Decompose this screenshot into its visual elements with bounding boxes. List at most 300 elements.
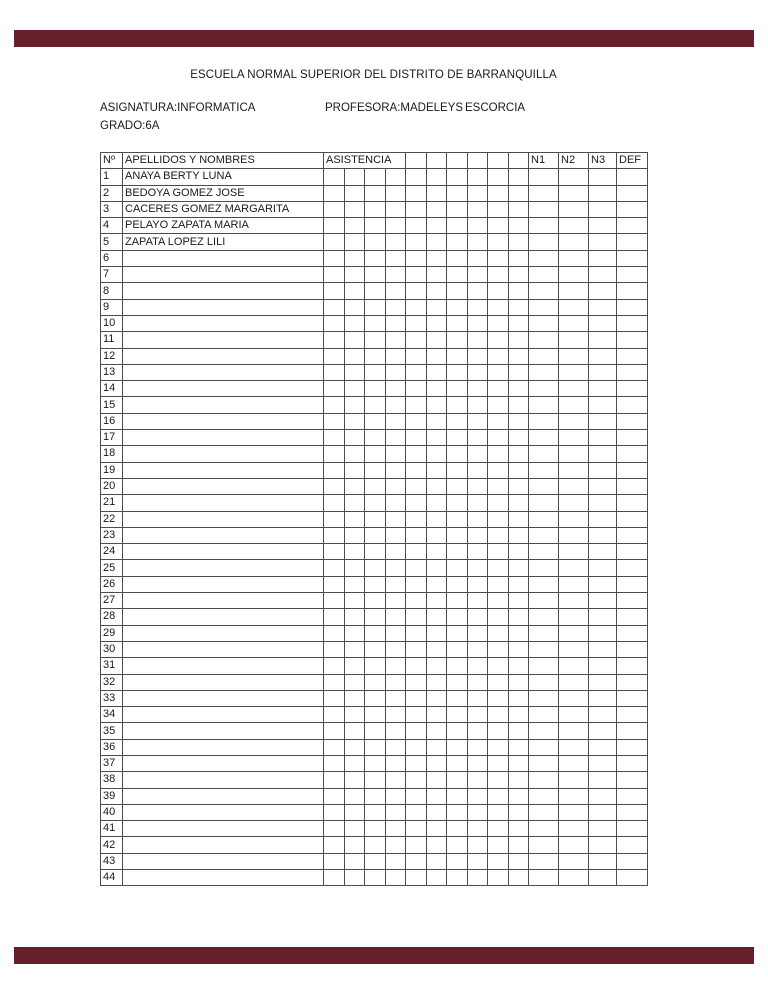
attendance-cell (324, 413, 345, 429)
attendance-cell (406, 723, 427, 739)
n3-cell (589, 609, 617, 625)
n2-cell (559, 625, 589, 641)
n1-cell (529, 446, 559, 462)
attendance-cell (324, 609, 345, 625)
student-name-cell: ZAPATA LOPEZ LILI (123, 234, 324, 250)
n2-cell (559, 544, 589, 560)
n3-cell (589, 185, 617, 201)
attendance-cell (365, 609, 386, 625)
student-name-cell (123, 674, 324, 690)
attendance-cell (488, 381, 509, 397)
attendance-cell (426, 495, 447, 511)
top-decorative-bar (14, 30, 754, 47)
attendance-cell (508, 218, 529, 234)
attendance-cell (324, 169, 345, 185)
student-name-cell (123, 495, 324, 511)
attendance-cell (324, 674, 345, 690)
attendance-cell (365, 234, 386, 250)
attendance-cell (406, 527, 427, 543)
attendance-cell (467, 332, 488, 348)
n2-cell (559, 413, 589, 429)
attendance-cell (426, 397, 447, 413)
row-number-cell: 23 (101, 527, 123, 543)
n2-cell (559, 804, 589, 820)
attendance-cell (426, 593, 447, 609)
attendance-cell (426, 707, 447, 723)
attendance-cell (447, 169, 468, 185)
row-number-cell: 16 (101, 413, 123, 429)
attendance-cell (406, 283, 427, 299)
attendance-cell (324, 593, 345, 609)
table-row (101, 332, 648, 348)
student-name-cell (123, 739, 324, 755)
attendance-cell (508, 641, 529, 657)
row-number-cell: 42 (101, 837, 123, 853)
attendance-cell (365, 690, 386, 706)
attendance-cell (488, 397, 509, 413)
n3-cell (589, 625, 617, 641)
attendance-cell (447, 788, 468, 804)
def-cell (617, 788, 648, 804)
def-cell (617, 413, 648, 429)
n3-cell (589, 413, 617, 429)
student-name-cell (123, 527, 324, 543)
attendance-cell (447, 772, 468, 788)
attendance-cell (467, 201, 488, 217)
attendance-cell (324, 364, 345, 380)
attendance-cell (344, 315, 365, 331)
n2-cell (559, 853, 589, 869)
attendance-cell (447, 462, 468, 478)
attendance-cell (488, 462, 509, 478)
attendance-cell (324, 707, 345, 723)
attendance-cell (426, 185, 447, 201)
table-row (101, 283, 648, 299)
attendance-cell (467, 821, 488, 837)
n1-cell (529, 544, 559, 560)
attendance-cell (365, 381, 386, 397)
attendance-cell (406, 593, 427, 609)
attendance-cell (324, 348, 345, 364)
def-cell (617, 299, 648, 315)
student-name-cell (123, 788, 324, 804)
n2-cell (559, 478, 589, 494)
attendance-cell (447, 364, 468, 380)
attendance-cell (406, 788, 427, 804)
n2-cell (559, 837, 589, 853)
attendance-cell (426, 201, 447, 217)
attendance-cell (365, 511, 386, 527)
row-number-cell: 25 (101, 560, 123, 576)
row-number-cell: 37 (101, 755, 123, 771)
attendance-cell (324, 283, 345, 299)
row-number-cell: 3 (101, 201, 123, 217)
n2-cell (559, 511, 589, 527)
attendance-cell (344, 690, 365, 706)
attendance-cell (406, 560, 427, 576)
attendance-cell (344, 218, 365, 234)
n2-cell (559, 430, 589, 446)
n2-cell (559, 462, 589, 478)
def-cell (617, 511, 648, 527)
row-number-cell: 32 (101, 674, 123, 690)
attendance-cell (508, 413, 529, 429)
n1-cell (529, 821, 559, 837)
attendance-cell (385, 641, 406, 657)
attendance-cell (508, 707, 529, 723)
attendance-cell (447, 707, 468, 723)
student-name-cell (123, 593, 324, 609)
attendance-cell (344, 169, 365, 185)
attendance-cell (467, 348, 488, 364)
attendance-cell (447, 821, 468, 837)
asignatura-label: ASIGNATURA:INFORMATICA (100, 102, 256, 114)
n1-cell (529, 462, 559, 478)
n2-cell (559, 185, 589, 201)
attendance-cell (447, 853, 468, 869)
attendance-cell (324, 250, 345, 266)
n1-cell (529, 870, 559, 886)
attendance-cell (426, 267, 447, 283)
student-name-cell (123, 609, 324, 625)
attendance-cell (324, 837, 345, 853)
attendance-cell (406, 478, 427, 494)
attendance-cell (447, 511, 468, 527)
table-header-row (101, 153, 648, 169)
table-row (101, 185, 648, 201)
attendance-cell (344, 413, 365, 429)
row-number-cell: 1 (101, 169, 123, 185)
attendance-cell (488, 674, 509, 690)
attendance-cell (467, 495, 488, 511)
attendance-cell (344, 201, 365, 217)
n2-cell (559, 576, 589, 592)
table-row (101, 527, 648, 543)
attendance-cell (324, 690, 345, 706)
attendance-cell (488, 169, 509, 185)
table-row (101, 364, 648, 380)
n3-cell (589, 593, 617, 609)
attendance-cell (447, 234, 468, 250)
n1-cell (529, 267, 559, 283)
n2-cell (559, 788, 589, 804)
attendance-cell (365, 446, 386, 462)
attendance-cell (344, 641, 365, 657)
attendance-cell (406, 804, 427, 820)
attendance-cell (467, 462, 488, 478)
attendance-cell (488, 641, 509, 657)
attendance-cell (406, 185, 427, 201)
student-name-cell: PELAYO ZAPATA MARIA (123, 218, 324, 234)
attendance-cell (406, 511, 427, 527)
attendance-cell (508, 576, 529, 592)
attendance-cell (365, 576, 386, 592)
attendance-cell (467, 364, 488, 380)
n1-cell (529, 430, 559, 446)
header-n2: N2 (559, 153, 589, 169)
attendance-cell (447, 267, 468, 283)
student-name-cell (123, 267, 324, 283)
n3-cell (589, 283, 617, 299)
attendance-cell (426, 576, 447, 592)
table-row (101, 413, 648, 429)
row-number-cell: 27 (101, 593, 123, 609)
def-cell (617, 544, 648, 560)
n3-cell (589, 462, 617, 478)
row-number-cell: 9 (101, 299, 123, 315)
row-number-cell: 8 (101, 283, 123, 299)
student-name-cell (123, 821, 324, 837)
attendance-cell (406, 299, 427, 315)
attendance-cell (467, 788, 488, 804)
attendance-cell (365, 837, 386, 853)
attendance-cell (508, 169, 529, 185)
attendance-cell (344, 560, 365, 576)
row-number-cell: 4 (101, 218, 123, 234)
attendance-cell (385, 169, 406, 185)
attendance-cell (467, 315, 488, 331)
student-name-cell (123, 870, 324, 886)
attendance-cell (385, 462, 406, 478)
table-row (101, 315, 648, 331)
attendance-cell (426, 283, 447, 299)
header-asistencia: ASISTENCIA (324, 153, 406, 169)
student-name-cell (123, 658, 324, 674)
attendance-cell (467, 267, 488, 283)
attendance-cell (324, 658, 345, 674)
n1-cell (529, 853, 559, 869)
attendance-cell (406, 267, 427, 283)
def-cell (617, 462, 648, 478)
row-number-cell: 35 (101, 723, 123, 739)
def-cell (617, 723, 648, 739)
attendance-cell (488, 267, 509, 283)
n3-cell (589, 478, 617, 494)
attendance-cell (467, 658, 488, 674)
attendance-cell (467, 478, 488, 494)
n2-cell (559, 755, 589, 771)
attendance-cell (426, 250, 447, 266)
attendance-cell (344, 430, 365, 446)
attendance-cell (508, 821, 529, 837)
attendance-cell (344, 837, 365, 853)
attendance-cell (344, 267, 365, 283)
attendance-cell (365, 804, 386, 820)
attendance-cell (426, 511, 447, 527)
attendance-cell (406, 201, 427, 217)
table-row (101, 381, 648, 397)
row-number-cell: 21 (101, 495, 123, 511)
attendance-cell (385, 381, 406, 397)
attendance-cell (385, 430, 406, 446)
attendance-cell (385, 870, 406, 886)
attendance-cell (467, 381, 488, 397)
attendance-cell (508, 609, 529, 625)
n2-cell (559, 609, 589, 625)
def-cell (617, 250, 648, 266)
attendance-cell (344, 234, 365, 250)
attendance-cell (488, 185, 509, 201)
table-row (101, 299, 648, 315)
attendance-cell (385, 821, 406, 837)
attendance-cell (488, 739, 509, 755)
attendance-cell (406, 348, 427, 364)
attendance-cell (488, 625, 509, 641)
attendance-cell (488, 250, 509, 266)
n1-cell (529, 397, 559, 413)
student-name-cell (123, 707, 324, 723)
attendance-cell (426, 772, 447, 788)
attendance-cell (365, 788, 386, 804)
attendance-cell (385, 495, 406, 511)
student-name-cell (123, 723, 324, 739)
attendance-cell (385, 348, 406, 364)
table-body (101, 169, 648, 886)
attendance-cell (426, 837, 447, 853)
table-row (101, 723, 648, 739)
attendance-cell (488, 511, 509, 527)
attendance-cell (344, 332, 365, 348)
attendance-cell (344, 821, 365, 837)
table-row (101, 267, 648, 283)
attendance-cell (406, 446, 427, 462)
attendance-cell (488, 413, 509, 429)
attendance-cell (406, 169, 427, 185)
attendance-cell (488, 315, 509, 331)
attendance-cell (508, 201, 529, 217)
attendance-cell (365, 870, 386, 886)
attendance-cell (488, 348, 509, 364)
attendance-cell (385, 413, 406, 429)
n3-cell (589, 690, 617, 706)
row-number-cell: 39 (101, 788, 123, 804)
attendance-cell (385, 674, 406, 690)
attendance-cell (324, 788, 345, 804)
attendance-cell (467, 576, 488, 592)
n3-cell (589, 560, 617, 576)
attendance-cell (467, 707, 488, 723)
attendance-cell (467, 218, 488, 234)
n1-cell (529, 234, 559, 250)
attendance-cell (385, 772, 406, 788)
student-name-cell (123, 690, 324, 706)
attendance-cell (447, 641, 468, 657)
def-cell (617, 707, 648, 723)
def-cell (617, 267, 648, 283)
attendance-cell (365, 527, 386, 543)
n2-cell (559, 772, 589, 788)
attendance-cell (385, 250, 406, 266)
row-number-cell: 31 (101, 658, 123, 674)
attendance-cell (467, 234, 488, 250)
student-name-cell (123, 397, 324, 413)
student-name-cell (123, 364, 324, 380)
attendance-cell (365, 625, 386, 641)
attendance-cell (406, 870, 427, 886)
attendance-cell (426, 755, 447, 771)
attendance-cell (385, 804, 406, 820)
n2-cell (559, 332, 589, 348)
attendance-cell (447, 299, 468, 315)
n2-cell (559, 364, 589, 380)
n2-cell (559, 267, 589, 283)
row-number-cell: 26 (101, 576, 123, 592)
student-name-cell (123, 332, 324, 348)
n1-cell (529, 315, 559, 331)
attendance-cell (467, 739, 488, 755)
attendance-cell (385, 723, 406, 739)
header-num: Nº (101, 153, 123, 169)
n3-cell (589, 495, 617, 511)
attendance-cell (365, 413, 386, 429)
row-number-cell: 40 (101, 804, 123, 820)
n1-cell (529, 527, 559, 543)
attendance-cell (344, 576, 365, 592)
n3-cell (589, 364, 617, 380)
def-cell (617, 348, 648, 364)
attendance-cell (344, 625, 365, 641)
attendance-cell (488, 772, 509, 788)
attendance-cell (365, 267, 386, 283)
student-name-cell: ANAYA BERTY LUNA (123, 169, 324, 185)
attendance-cell (324, 315, 345, 331)
attendance-cell (508, 267, 529, 283)
row-number-cell: 41 (101, 821, 123, 837)
attendance-cell (426, 527, 447, 543)
def-cell (617, 739, 648, 755)
n1-cell (529, 169, 559, 185)
row-number-cell: 38 (101, 772, 123, 788)
attendance-cell (426, 364, 447, 380)
attendance-cell (488, 821, 509, 837)
row-number-cell: 14 (101, 381, 123, 397)
attendance-cell (467, 609, 488, 625)
student-name-cell (123, 462, 324, 478)
row-number-cell: 43 (101, 853, 123, 869)
attendance-cell (406, 413, 427, 429)
attendance-cell (344, 397, 365, 413)
def-cell (617, 772, 648, 788)
attendance-cell (385, 397, 406, 413)
attendance-cell (406, 332, 427, 348)
row-number-cell: 5 (101, 234, 123, 250)
attendance-cell (508, 755, 529, 771)
attendance-cell (406, 462, 427, 478)
attendance-cell (447, 185, 468, 201)
n3-cell (589, 772, 617, 788)
student-name-cell (123, 283, 324, 299)
attendance-cell (467, 625, 488, 641)
attendance-cell (324, 381, 345, 397)
attendance-cell (508, 739, 529, 755)
def-cell (617, 218, 648, 234)
attendance-cell (344, 527, 365, 543)
def-cell (617, 364, 648, 380)
table-row (101, 755, 648, 771)
row-number-cell: 2 (101, 185, 123, 201)
attendance-cell (508, 658, 529, 674)
n2-cell (559, 381, 589, 397)
attendance-cell (406, 609, 427, 625)
attendance-cell (508, 397, 529, 413)
attendance-cell (385, 201, 406, 217)
attendance-cell (508, 283, 529, 299)
attendance-cell (508, 446, 529, 462)
table-row (101, 690, 648, 706)
attendance-cell (508, 560, 529, 576)
n2-cell (559, 234, 589, 250)
table-row (101, 804, 648, 820)
